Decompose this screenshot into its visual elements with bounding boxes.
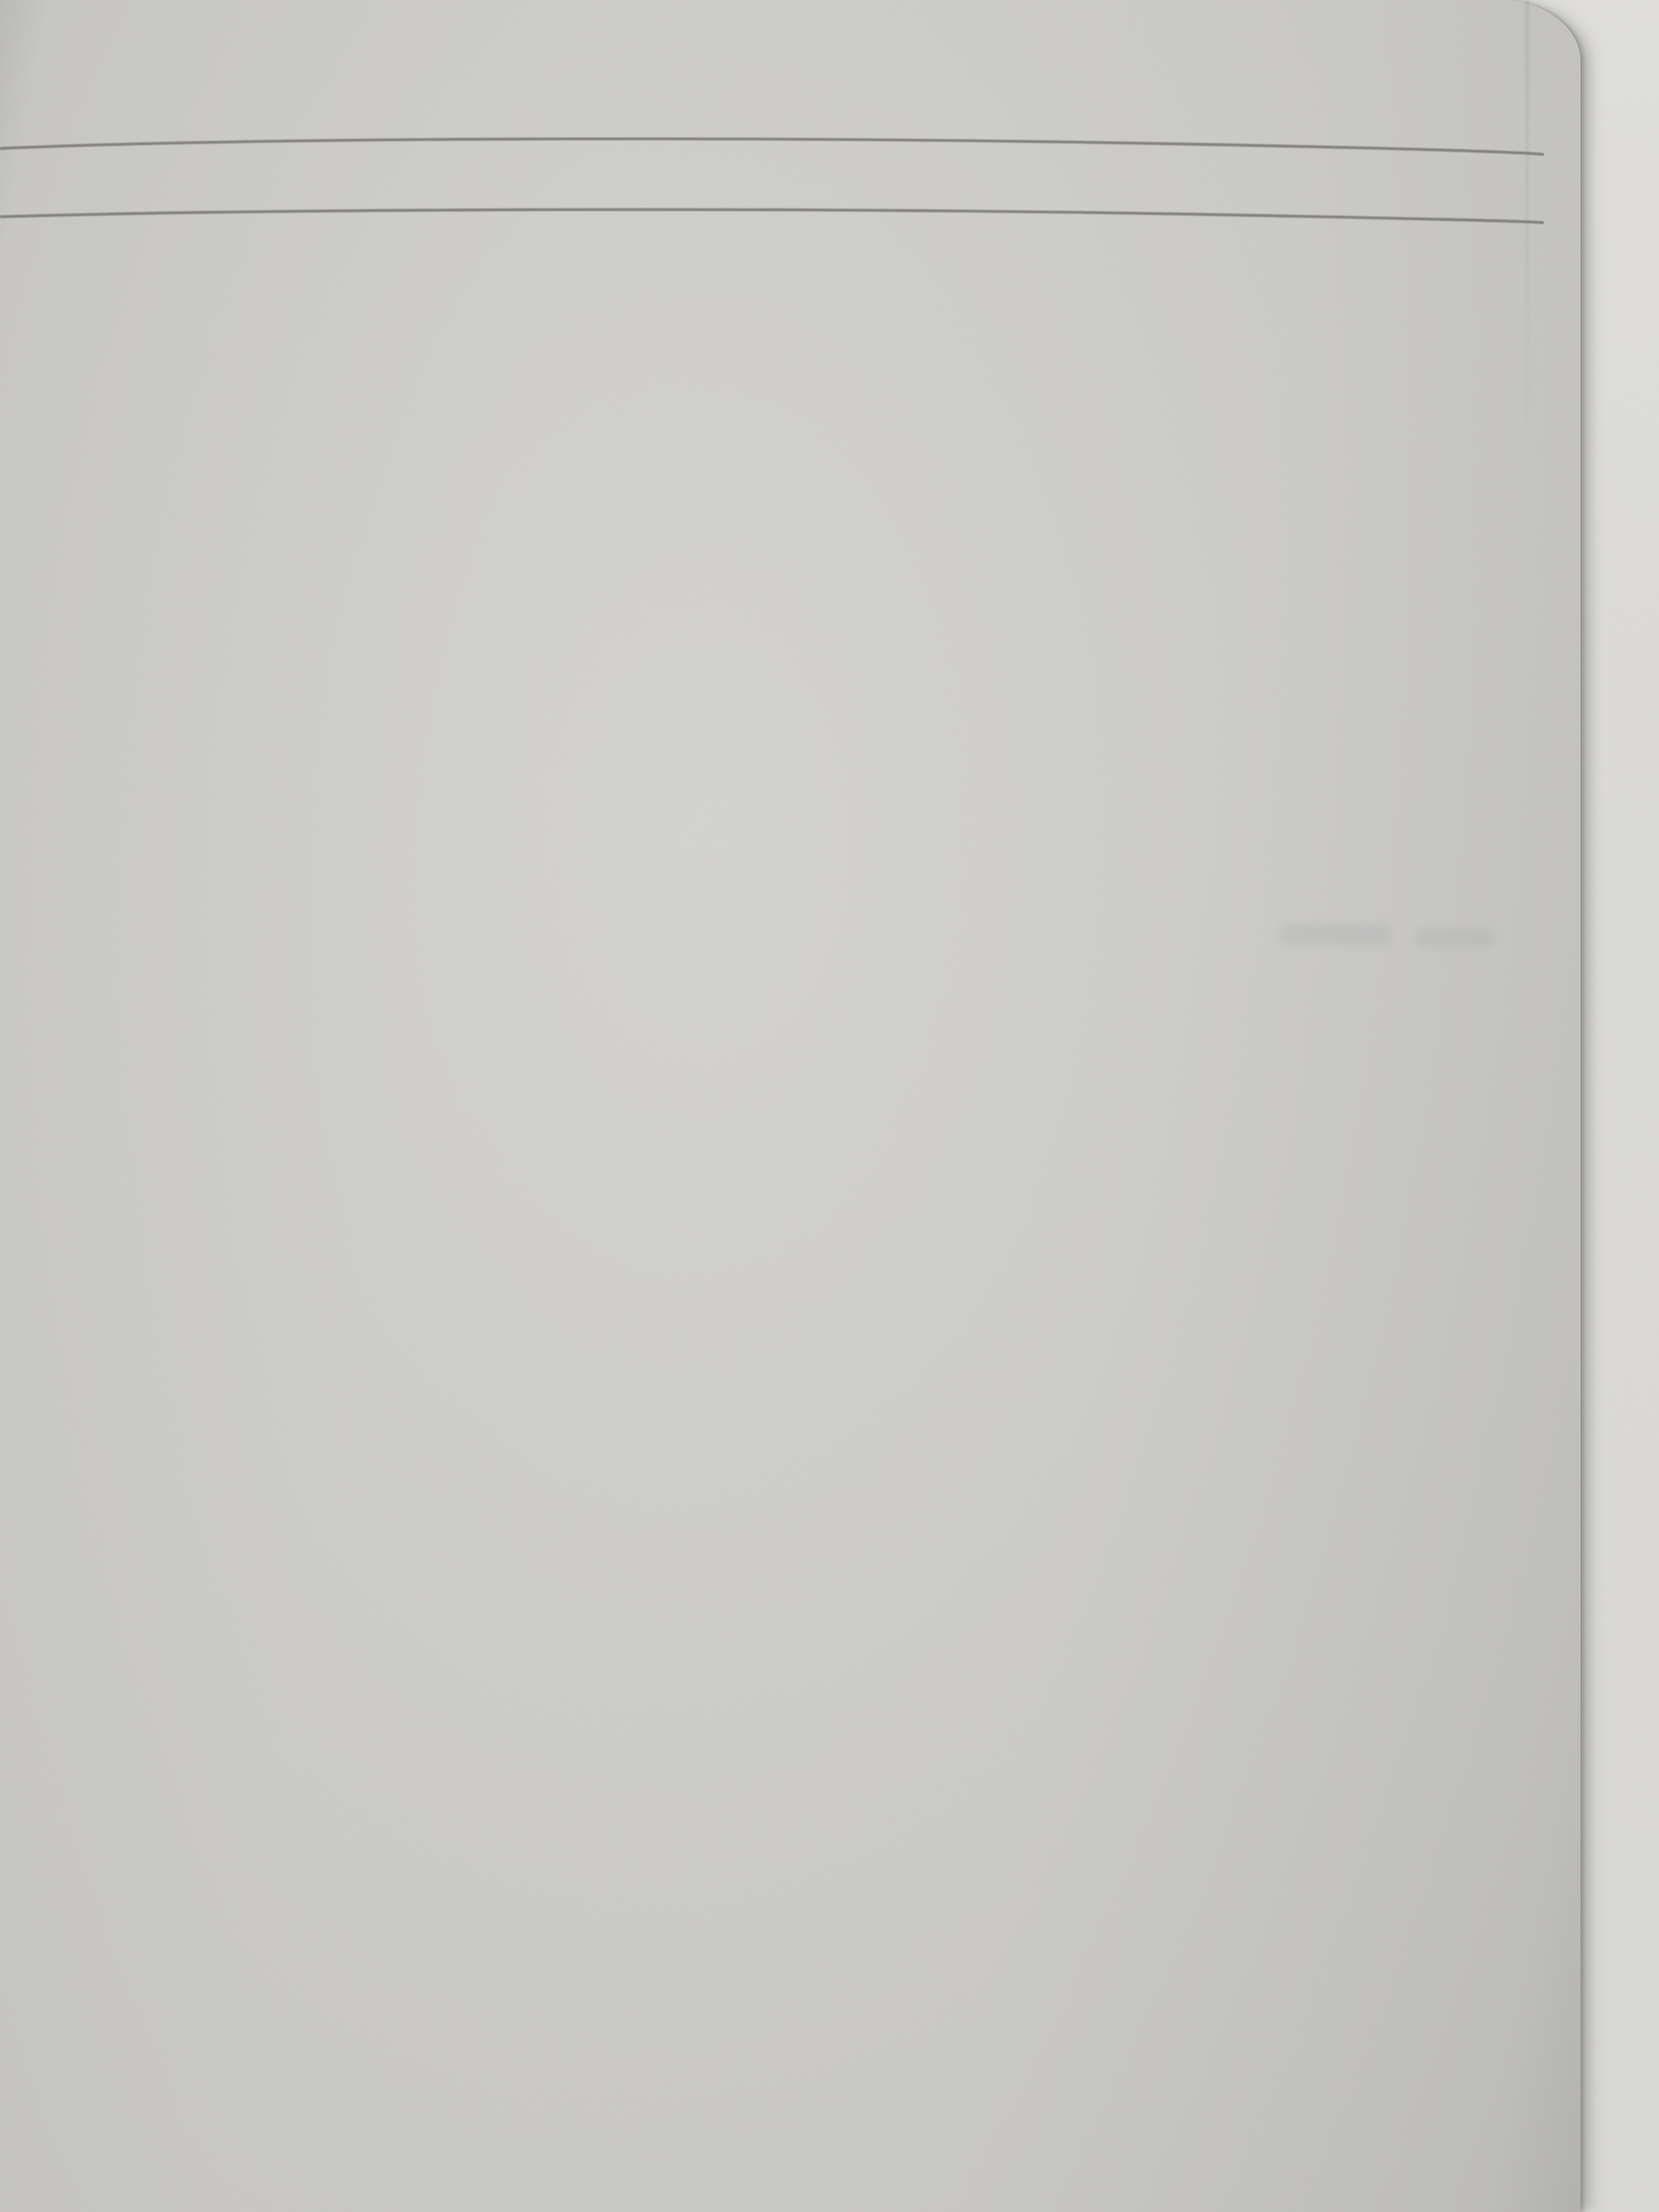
bleed-through-smudge: [1280, 923, 1391, 946]
table-header-rules: [0, 0, 1580, 256]
bleed-through-smudge: [1417, 928, 1493, 947]
